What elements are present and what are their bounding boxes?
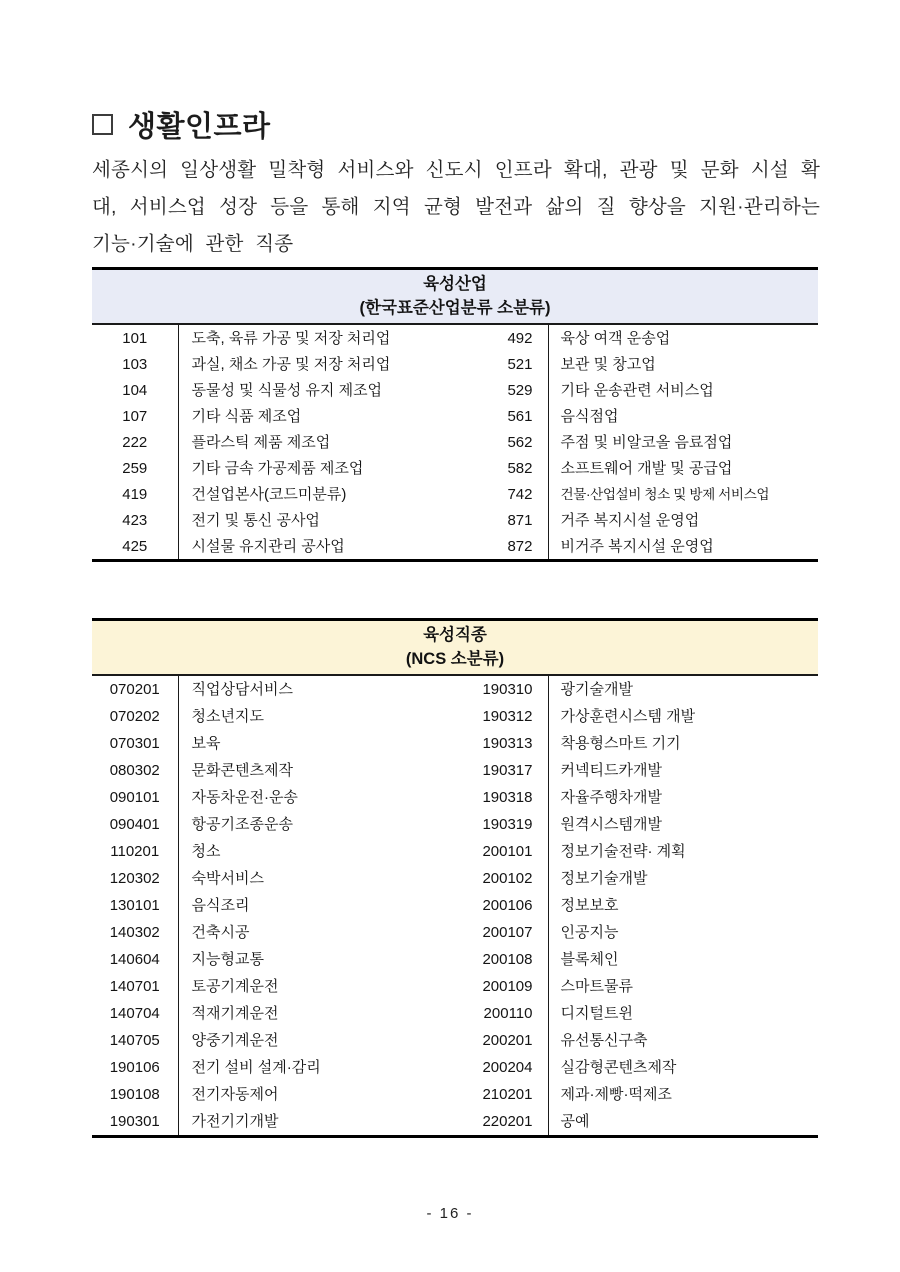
name-cell: 자동차운전·운송 xyxy=(191,789,298,806)
code-cell: 101 xyxy=(92,325,178,351)
code-cell: 130101 xyxy=(92,892,178,919)
name-cell: 디지털트윈 xyxy=(560,1005,633,1022)
name-cell: 광기술개발 xyxy=(560,681,633,698)
name-cell: 동물성 및 식물성 유지 제조업 xyxy=(191,381,383,399)
table-row xyxy=(92,838,818,865)
name-cell: 전기자동제어 xyxy=(191,1086,279,1103)
name-cell: 실감형콘텐츠제작 xyxy=(560,1059,677,1076)
code-cell: 107 xyxy=(92,403,178,429)
table-row xyxy=(92,757,818,784)
occupation-table-header xyxy=(92,618,818,676)
section-heading xyxy=(92,104,271,144)
code-cell: 190317 xyxy=(461,757,548,784)
name-cell: 기타 운송관련 서비스업 xyxy=(560,381,714,399)
code-cell: 070202 xyxy=(92,703,178,730)
name-cell: 자율주행차개발 xyxy=(560,789,662,806)
name-cell: 건물·산업설비 청소 및 방제 서비스업 xyxy=(560,486,770,502)
table-row xyxy=(92,533,818,561)
name-cell: 거주 복지시설 운영업 xyxy=(560,511,700,529)
industry-table-subtitle: (한국표준산업분류 소분류) xyxy=(359,299,551,317)
code-cell: 582 xyxy=(461,455,548,481)
name-cell: 항공기조종운송 xyxy=(191,816,293,833)
code-cell: 200110 xyxy=(461,1000,548,1027)
code-cell: 080302 xyxy=(92,757,178,784)
name-cell: 전기 설비 설계·감리 xyxy=(191,1059,321,1076)
industry-table-title: 육성산업 xyxy=(423,275,487,293)
occupation-table-body xyxy=(92,676,818,1138)
name-cell: 비거주 복지시설 운영업 xyxy=(560,537,714,555)
table-row xyxy=(92,481,818,507)
table-row xyxy=(92,1081,818,1108)
table-row xyxy=(92,455,818,481)
name-cell: 청소 xyxy=(191,843,221,860)
name-cell: 건축시공 xyxy=(191,924,250,941)
code-cell: 120302 xyxy=(92,865,178,892)
name-cell: 건설업본사(코드미분류) xyxy=(191,485,347,503)
table-row xyxy=(92,946,818,973)
code-cell: 200102 xyxy=(461,865,548,892)
code-cell: 210201 xyxy=(461,1081,548,1108)
table-row xyxy=(92,351,818,377)
table-row xyxy=(92,676,818,703)
name-cell: 정보기술개발 xyxy=(560,870,648,887)
name-cell: 소프트웨어 개발 및 공급업 xyxy=(560,459,733,477)
code-cell: 190312 xyxy=(461,703,548,730)
name-cell: 청소년지도 xyxy=(191,708,264,725)
code-cell: 200204 xyxy=(461,1054,548,1081)
name-cell: 인공지능 xyxy=(560,924,619,941)
code-cell: 562 xyxy=(461,429,548,455)
name-cell: 숙박서비스 xyxy=(191,870,264,887)
name-cell: 직업상담서비스 xyxy=(191,681,293,698)
name-cell: 제과·제빵·떡제조 xyxy=(560,1086,672,1103)
table-row xyxy=(92,919,818,946)
code-cell: 561 xyxy=(461,403,548,429)
name-cell: 원격시스템개발 xyxy=(560,816,662,833)
table-row xyxy=(92,703,818,730)
code-cell: 220201 xyxy=(461,1108,548,1137)
table-row xyxy=(92,1054,818,1081)
code-cell: 140604 xyxy=(92,946,178,973)
name-cell: 토공기계운전 xyxy=(191,978,279,995)
name-cell: 전기 및 통신 공사업 xyxy=(191,511,320,529)
code-cell: 140302 xyxy=(92,919,178,946)
code-cell: 190310 xyxy=(461,676,548,703)
code-cell: 419 xyxy=(92,481,178,507)
section-title: 생활인프라 xyxy=(128,110,271,143)
industry-table xyxy=(92,267,818,562)
page-number: - 16 - xyxy=(426,1205,474,1222)
table-row xyxy=(92,784,818,811)
code-cell: 259 xyxy=(92,455,178,481)
code-cell: 200101 xyxy=(461,838,548,865)
name-cell: 스마트물류 xyxy=(560,978,633,995)
table-row xyxy=(92,1108,818,1137)
code-cell: 190313 xyxy=(461,730,548,757)
hollow-square-icon xyxy=(92,114,113,135)
code-cell: 425 xyxy=(92,533,178,561)
code-cell: 190301 xyxy=(92,1108,178,1137)
name-cell: 유선통신구축 xyxy=(560,1032,648,1049)
code-cell: 200106 xyxy=(461,892,548,919)
table-row xyxy=(92,811,818,838)
code-cell: 190108 xyxy=(92,1081,178,1108)
name-cell: 커넥티드카개발 xyxy=(560,762,662,779)
name-cell: 육상 여객 운송업 xyxy=(560,329,671,347)
name-cell: 가전기기개발 xyxy=(191,1113,279,1130)
name-cell: 기타 식품 제조업 xyxy=(191,407,302,425)
code-cell: 200107 xyxy=(461,919,548,946)
table-row xyxy=(92,892,818,919)
table-row xyxy=(92,403,818,429)
name-cell: 블록체인 xyxy=(560,951,619,968)
name-cell: 음식조리 xyxy=(191,897,250,914)
table-row xyxy=(92,973,818,1000)
code-cell: 200201 xyxy=(461,1027,548,1054)
occupation-table-title: 육성직종 xyxy=(423,626,487,644)
name-cell: 적재기계운전 xyxy=(191,1005,279,1022)
name-cell: 정보기술전략· 계획 xyxy=(560,843,686,860)
name-cell: 플라스틱 제품 제조업 xyxy=(191,433,331,451)
code-cell: 222 xyxy=(92,429,178,455)
table-row xyxy=(92,865,818,892)
code-cell: 492 xyxy=(461,325,548,351)
name-cell: 음식점업 xyxy=(560,407,619,425)
name-cell: 보육 xyxy=(191,735,221,752)
code-cell: 090401 xyxy=(92,811,178,838)
code-cell: 110201 xyxy=(92,838,178,865)
code-cell: 529 xyxy=(461,377,548,403)
name-cell: 착용형스마트 기기 xyxy=(560,735,681,752)
table-row xyxy=(92,1027,818,1054)
code-cell: 200109 xyxy=(461,973,548,1000)
occupation-table xyxy=(92,618,818,1138)
code-cell: 872 xyxy=(461,533,548,561)
table-row xyxy=(92,429,818,455)
code-cell: 871 xyxy=(461,507,548,533)
name-cell: 도축, 육류 가공 및 저장 처리업 xyxy=(191,329,391,347)
industry-table-header xyxy=(92,267,818,325)
code-cell: 103 xyxy=(92,351,178,377)
intro-paragraph: 세종시의 일상생활 밀착형 서비스와 신도시 인프라 확대, 관광 및 문화 시설 확대, 서비스업 성장 등을 통해 지역 균형 발전과 삶의 질 향상을 지원·관리하는 기능·기술에 관한 직종 xyxy=(92,159,820,255)
code-cell: 521 xyxy=(461,351,548,377)
code-cell: 423 xyxy=(92,507,178,533)
table-row xyxy=(92,730,818,757)
code-cell: 090101 xyxy=(92,784,178,811)
code-cell: 070301 xyxy=(92,730,178,757)
occupation-table-subtitle: (NCS 소분류) xyxy=(405,650,505,668)
code-cell: 190106 xyxy=(92,1054,178,1081)
industry-table-body xyxy=(92,325,818,562)
name-cell: 시설물 유지관리 공사업 xyxy=(191,537,345,555)
code-cell: 140704 xyxy=(92,1000,178,1027)
table-row xyxy=(92,325,818,351)
code-cell: 742 xyxy=(461,481,548,507)
name-cell: 기타 금속 가공제품 제조업 xyxy=(191,459,364,477)
name-cell: 과실, 채소 가공 및 저장 처리업 xyxy=(191,355,391,373)
code-cell: 190319 xyxy=(461,811,548,838)
name-cell: 지능형교통 xyxy=(191,951,264,968)
name-cell: 보관 및 창고업 xyxy=(560,355,656,373)
name-cell: 양중기계운전 xyxy=(191,1032,279,1049)
name-cell: 가상훈련시스템 개발 xyxy=(560,708,696,725)
name-cell: 정보보호 xyxy=(560,897,619,914)
table-row xyxy=(92,1000,818,1027)
name-cell: 문화콘텐츠제작 xyxy=(191,762,293,779)
code-cell: 070201 xyxy=(92,676,178,703)
code-cell: 190318 xyxy=(461,784,548,811)
name-cell: 공예 xyxy=(560,1113,590,1130)
code-cell: 140705 xyxy=(92,1027,178,1054)
table-row xyxy=(92,377,818,403)
code-cell: 104 xyxy=(92,377,178,403)
name-cell: 주점 및 비알코올 음료점업 xyxy=(560,433,733,451)
code-cell: 200108 xyxy=(461,946,548,973)
table-row xyxy=(92,507,818,533)
code-cell: 140701 xyxy=(92,973,178,1000)
